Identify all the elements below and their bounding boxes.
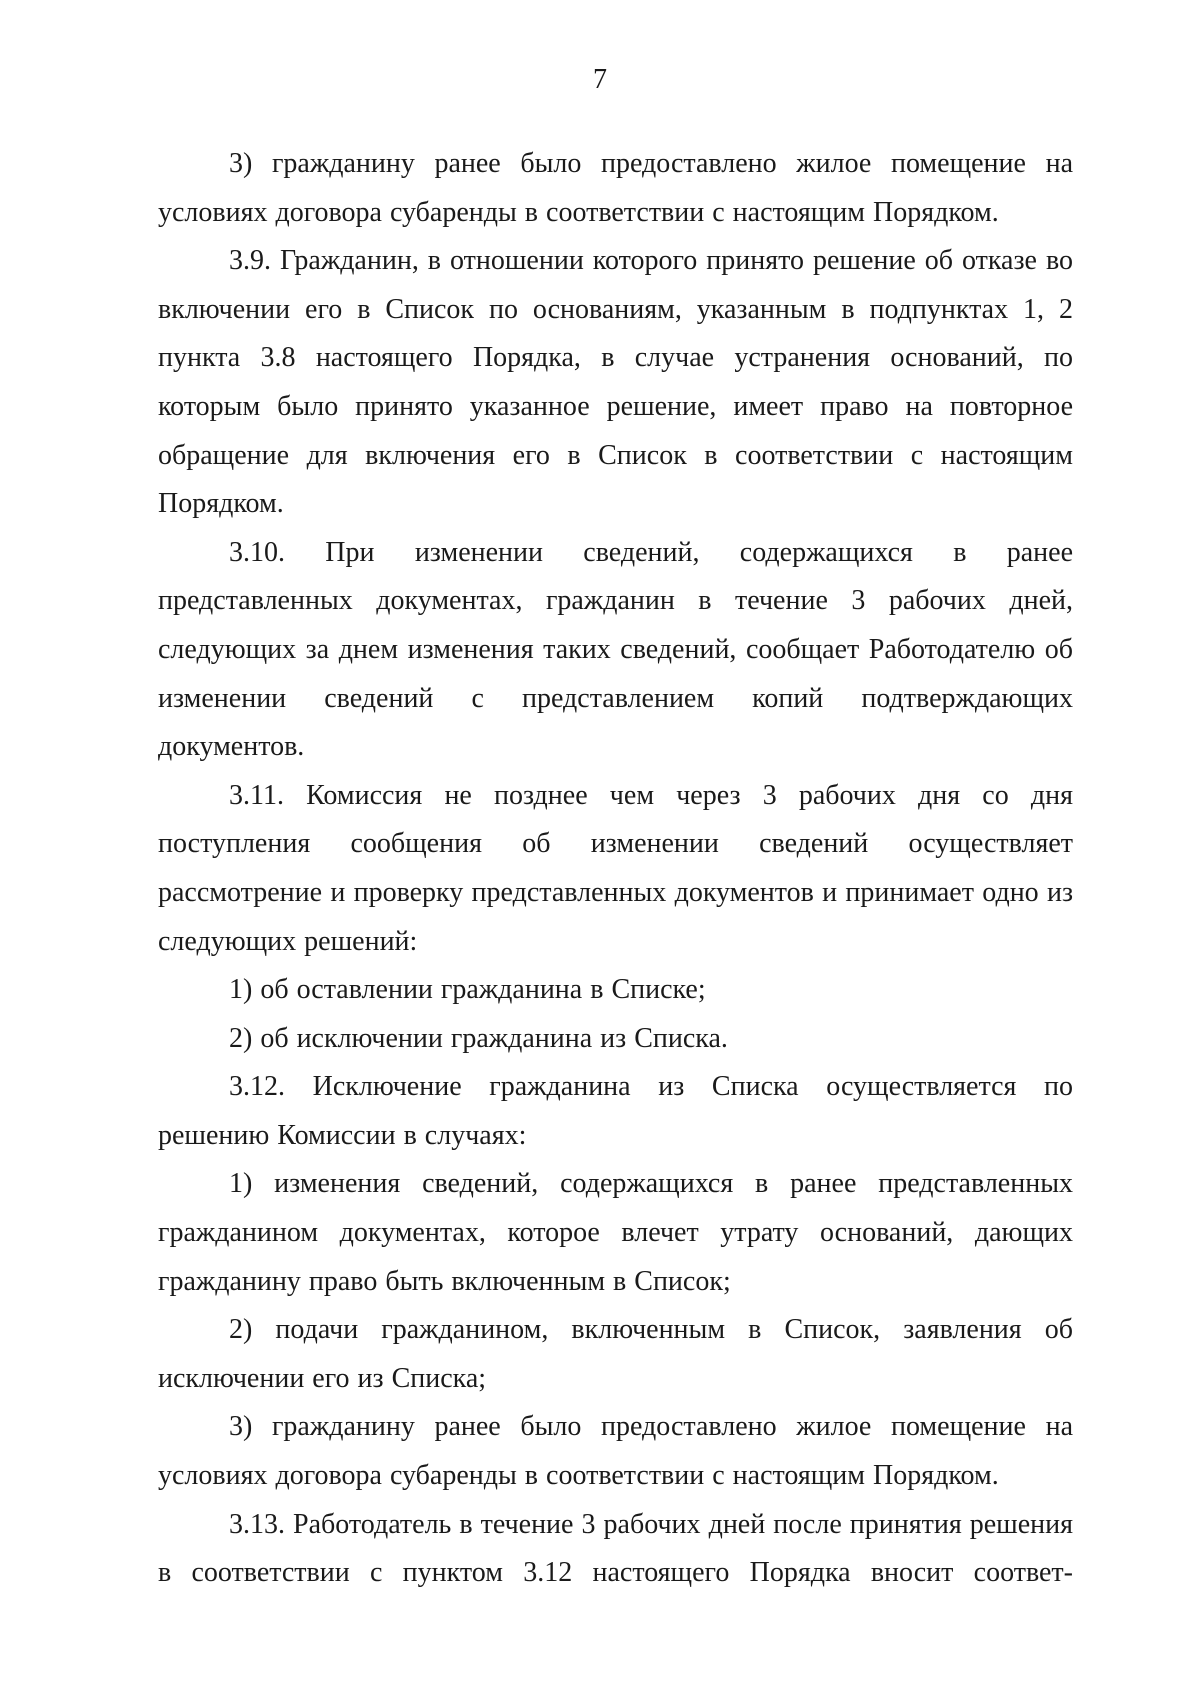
list-item-keep-in-list: 1) об оставлении гражданина в Списке; xyxy=(229,974,706,1006)
paragraph-3-10: 3.10. При изменении сведений, содержащихся в ранее представленных документах, гражданин в течение 3 рабочих дней, следующих за днем изменения таких сведений, сообщает Работодателю об изменении сведений с представлением копий подтверждающих документов. xyxy=(158,536,1073,763)
list-item-exclusion-request: 2) подачи гражданином, включенным в Список, заявления об исключении его из Списка; xyxy=(158,1314,1073,1394)
document-body xyxy=(158,140,1073,1598)
paragraph-3-11: 3.11. Комиссия не позднее чем через 3 рабочих дня со дня поступления сообщения об изменении сведений осуществляет рассмотрение и проверку представленных документов и принимает одно из следующих решений: xyxy=(158,779,1073,957)
list-item-housing-provided: 3) гражданину ранее было предоставлено жилое помещение на условиях договора субаренды в соответствии с настоящим Порядком. xyxy=(158,1411,1073,1492)
paragraph-item-3-housing-provided: 3) гражданину ранее было предоставлено жилое помещение на условиях договора субаренды в соответствии с настоящим Порядком. xyxy=(158,148,1073,228)
list-item-info-change: 1) изменения сведений, содержащихся в ранее представленных гражданином документах, которое влечет утрату оснований, дающих гражданину право быть включенным в Список; xyxy=(158,1168,1073,1297)
paragraph-3-13: 3.13. Работодатель в течение 3 рабочих дней после принятия решения в соответствии с пунктом 3.12 настоящего Порядка вносит соответ- xyxy=(158,1508,1073,1589)
paragraph-3-9: 3.9. Гражданин, в отношении которого принято решение об отказе во включении его в Список по основаниям, указанным в подпунктах 1, 2 пункта 3.8 настоящего Порядка, в случае устранения оснований, по которым было принято указанное решение, имеет право на повторное обращение для включения его в Список в соответствии с настоящим Порядком. xyxy=(158,245,1073,520)
paragraph-3-12: 3.12. Исключение гражданина из Списка осуществляется по решению Комиссии в случаях: xyxy=(158,1071,1073,1151)
list-item-exclude-from-list: 2) об исключении гражданина из Списка. xyxy=(229,1022,728,1054)
page-number: 7 xyxy=(593,64,607,95)
